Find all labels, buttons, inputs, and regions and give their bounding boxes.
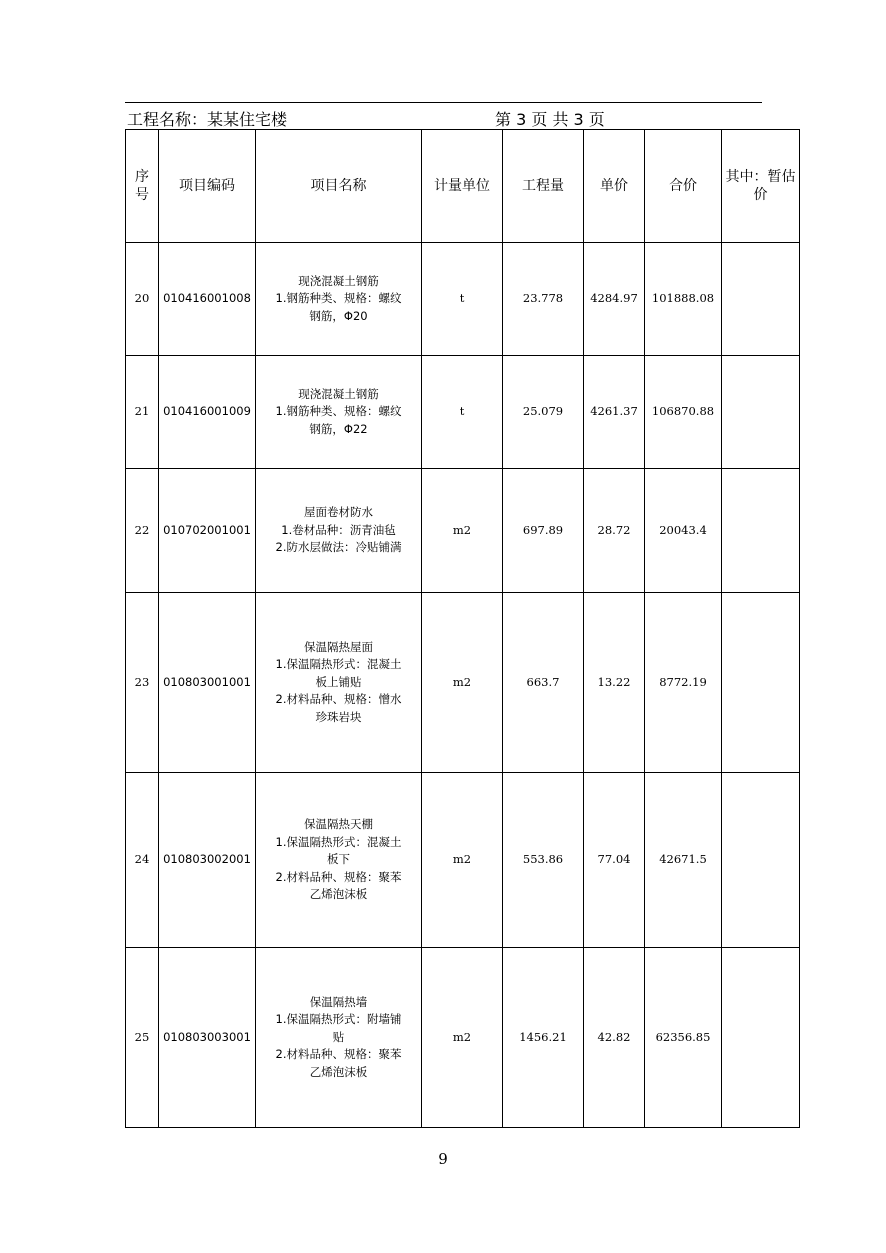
name-line: 1.卷材品种：沥青油毡 xyxy=(281,522,396,537)
cell-price: 4261.37 xyxy=(584,356,645,469)
cell-unit: m2 xyxy=(422,948,503,1128)
cell-provisional xyxy=(722,356,800,469)
cell-seq: 22 xyxy=(126,469,159,593)
cell-price: 4284.97 xyxy=(584,243,645,356)
table-row xyxy=(126,773,800,948)
cell-name xyxy=(256,773,422,948)
name-line: 保温隔热屋面 xyxy=(304,639,373,654)
cell-unit: m2 xyxy=(422,593,503,773)
cell-total: 20043.4 xyxy=(645,469,722,593)
cell-code: 010416001008 xyxy=(159,243,256,356)
col-header-code: 项目编码 xyxy=(159,130,256,243)
name-line: 乙烯泡沫板 xyxy=(309,887,368,902)
cell-price: 13.22 xyxy=(584,593,645,773)
name-line: 现浇混凝土钢筋 xyxy=(298,273,379,288)
name-line: 1.保温隔热形式：附墙铺 xyxy=(275,1012,402,1027)
project-name: 工程名称：某某住宅楼 xyxy=(127,110,288,129)
cell-price: 77.04 xyxy=(584,773,645,948)
cell-provisional xyxy=(722,243,800,356)
cell-total: 62356.85 xyxy=(645,948,722,1128)
name-line: 1.钢筋种类、规格：螺纹 xyxy=(275,404,402,419)
cell-provisional xyxy=(722,948,800,1128)
name-line: 钢筋，Φ20 xyxy=(309,308,368,323)
cell-seq: 21 xyxy=(126,356,159,469)
name-line: 2.防水层做法：冷贴铺满 xyxy=(275,540,402,555)
page-number: 9 xyxy=(438,1150,448,1168)
cell-provisional xyxy=(722,773,800,948)
page-header xyxy=(125,102,762,127)
table-row xyxy=(126,356,800,469)
cell-seq: 23 xyxy=(126,593,159,773)
name-line: 1.保温隔热形式：混凝土 xyxy=(275,657,402,672)
cell-seq: 25 xyxy=(126,948,159,1128)
cell-name xyxy=(256,593,422,773)
cell-name xyxy=(256,243,422,356)
cell-code: 010416001009 xyxy=(159,356,256,469)
col-header-price: 单价 xyxy=(584,130,645,243)
cell-total: 101888.08 xyxy=(645,243,722,356)
cell-qty: 1456.21 xyxy=(503,948,584,1128)
cell-unit: m2 xyxy=(422,773,503,948)
cell-seq: 20 xyxy=(126,243,159,356)
page-info: 第 3 页 共 3 页 xyxy=(495,110,605,129)
cell-code: 010803002001 xyxy=(159,773,256,948)
col-header-seq: 序号 xyxy=(126,130,159,243)
col-header-qty: 工程量 xyxy=(503,130,584,243)
name-line: 保温隔热墙 xyxy=(309,994,368,1009)
name-line: 板下 xyxy=(327,852,350,867)
name-line: 2.材料品种、规格：聚苯 xyxy=(275,1047,402,1062)
cell-total: 8772.19 xyxy=(645,593,722,773)
name-line: 珍珠岩块 xyxy=(315,709,362,724)
name-line: 屋面卷材防水 xyxy=(304,505,373,520)
cell-qty: 553.86 xyxy=(503,773,584,948)
table-row xyxy=(126,948,800,1128)
cell-total: 106870.88 xyxy=(645,356,722,469)
cell-qty: 25.079 xyxy=(503,356,584,469)
name-line: 2.材料品种、规格：聚苯 xyxy=(275,869,402,884)
col-header-name: 项目名称 xyxy=(256,130,422,243)
cell-unit: m2 xyxy=(422,469,503,593)
name-line: 1.保温隔热形式：混凝土 xyxy=(275,834,402,849)
cell-name xyxy=(256,469,422,593)
name-line: 乙烯泡沫板 xyxy=(309,1064,368,1079)
col-header-provisional: 其中：暂估价 xyxy=(722,130,800,243)
table-header-row xyxy=(126,130,800,243)
table-body xyxy=(126,243,800,1128)
cell-unit: t xyxy=(422,243,503,356)
cell-code: 010803003001 xyxy=(159,948,256,1128)
bill-of-quantities-table xyxy=(125,129,800,1128)
table-row xyxy=(126,243,800,356)
name-line: 贴 xyxy=(332,1029,345,1044)
cell-qty: 697.89 xyxy=(503,469,584,593)
cell-qty: 23.778 xyxy=(503,243,584,356)
cell-code: 010803001001 xyxy=(159,593,256,773)
name-line: 板上铺贴 xyxy=(315,674,362,689)
col-header-unit: 计量单位 xyxy=(422,130,503,243)
name-line: 保温隔热天棚 xyxy=(304,817,373,832)
cell-seq: 24 xyxy=(126,773,159,948)
cell-provisional xyxy=(722,593,800,773)
cell-unit: t xyxy=(422,356,503,469)
cell-name xyxy=(256,948,422,1128)
cell-provisional xyxy=(722,469,800,593)
table-row xyxy=(126,593,800,773)
name-line: 2.材料品种、规格：憎水 xyxy=(275,692,402,707)
col-header-total: 合价 xyxy=(645,130,722,243)
cell-price: 42.82 xyxy=(584,948,645,1128)
name-line: 钢筋，Φ22 xyxy=(309,421,368,436)
cell-qty: 663.7 xyxy=(503,593,584,773)
cell-name xyxy=(256,356,422,469)
name-line: 1.钢筋种类、规格：螺纹 xyxy=(275,291,402,306)
table-row xyxy=(126,469,800,593)
name-line: 现浇混凝土钢筋 xyxy=(298,386,379,401)
cell-total: 42671.5 xyxy=(645,773,722,948)
cell-code: 010702001001 xyxy=(159,469,256,593)
cell-price: 28.72 xyxy=(584,469,645,593)
